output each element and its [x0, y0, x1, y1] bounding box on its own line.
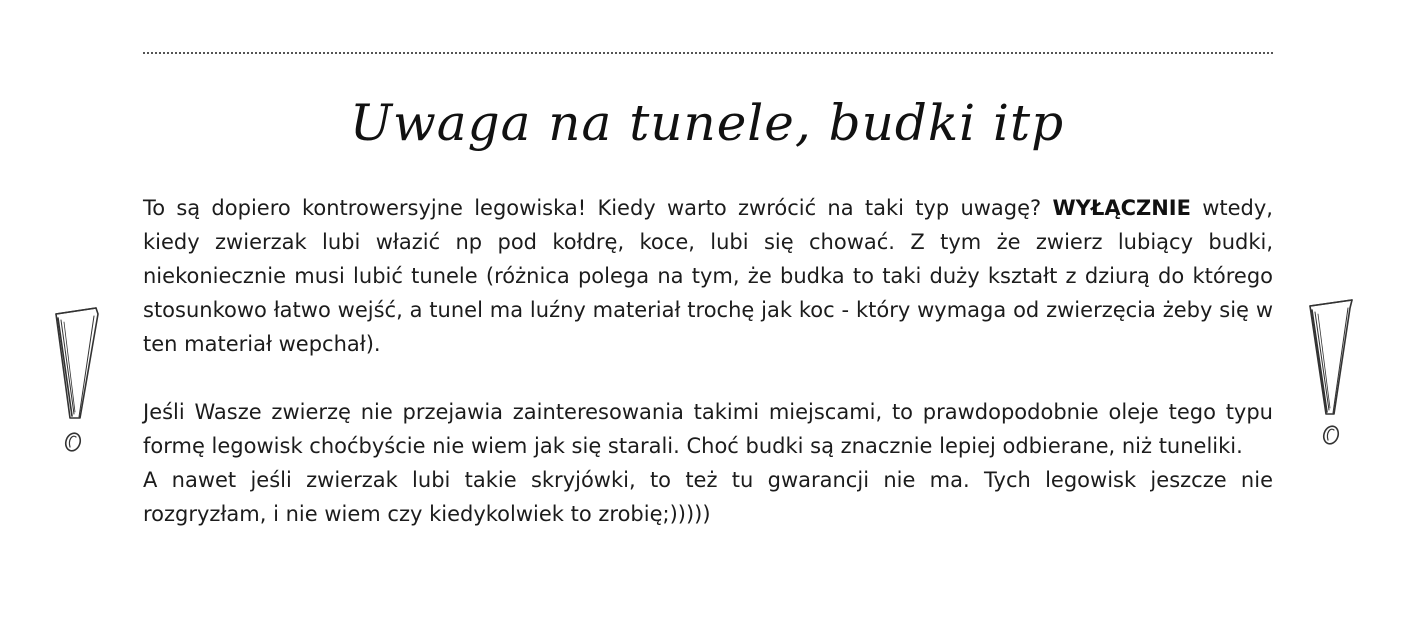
paragraph-3: A nawet jeśli zwierzak lubi takie skryjówki, to też tu gwarancji nie ma. Tych legowisk jeszcze nie rozgryzłam, i nie wiem czy kiedykolwiek to zrobię;)))))	[143, 468, 1273, 526]
exclamation-mark-icon	[1300, 290, 1360, 450]
paragraph-1-rest: wtedy, kiedy zwierzak lubi włazić np pod kołdrę, koce, lubi się chować. Z tym że zwierz lubiący budki, niekoniecznie musi lubić tunele (różnica polega na tym, że budka to taki duży kształt z dziurą do którego stosunkowo łatwo wejść, a tunel ma luźny materiał trochę jak koc - który wymaga od zwierzęcia żeby się w ten materiał wepchał).	[143, 196, 1273, 356]
exclamation-mark-icon	[46, 300, 106, 460]
page-title: Uwaga na tunele, budki itp	[349, 94, 1065, 152]
paragraph-1-intro: To są dopiero kontrowersyjne legowiska! Kiedy warto zwrócić na taki typ uwagę?	[143, 196, 1042, 220]
paragraph-2: Jeśli Wasze zwierzę nie przejawia zainteresowania takimi miejscami, to prawdopodobnie oleje tego typu formę legowisk choćbyście nie wiem jak się starali. Choć budki są znacznie lepiej odbierane, niż tuneliki.	[143, 400, 1273, 458]
paragraph-1	[143, 191, 1273, 361]
paragraph-1-bold: WYŁĄCZNIE	[1052, 196, 1191, 220]
top-dotted-divider	[143, 52, 1273, 54]
article-body	[143, 191, 1273, 531]
